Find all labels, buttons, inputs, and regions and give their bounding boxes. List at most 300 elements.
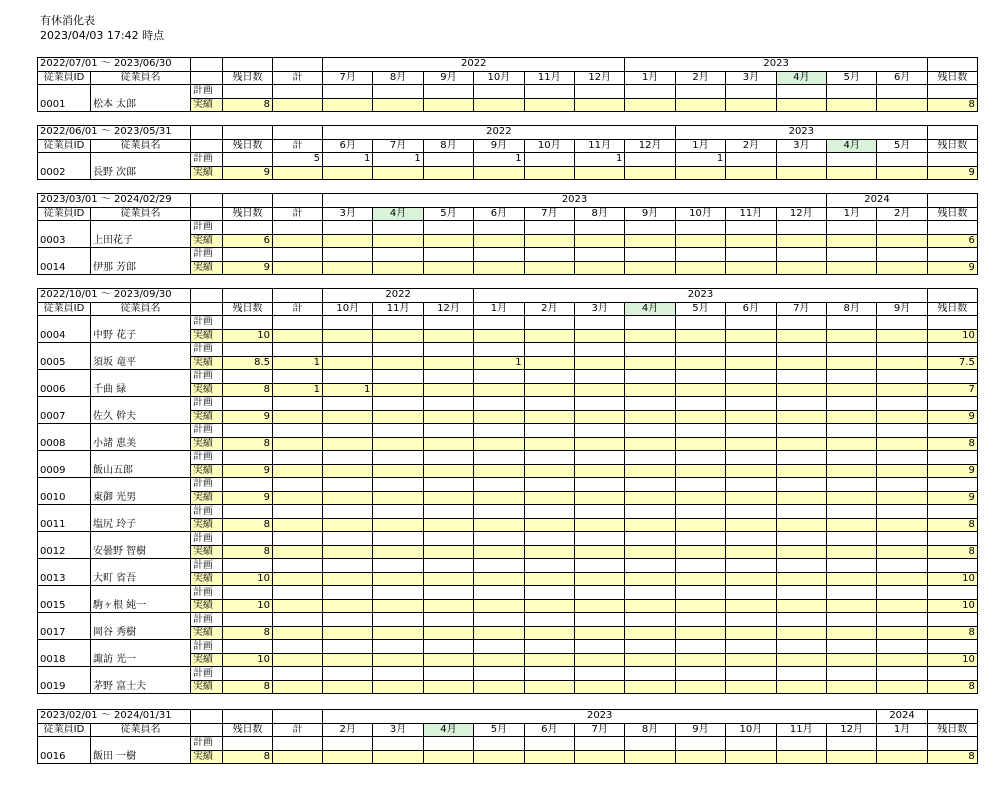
actual-month-value — [524, 518, 574, 532]
plan-month-value — [675, 505, 725, 519]
plan-month-value — [776, 505, 826, 519]
actual-month-value — [574, 750, 624, 764]
actual-month-value — [625, 356, 675, 370]
actual-label: 実績 — [191, 410, 223, 424]
empty-cell — [223, 194, 273, 208]
plan-month-value — [726, 424, 776, 438]
plan-label: 計画 — [191, 613, 223, 627]
empty-cell — [927, 710, 977, 724]
plan-month-value — [575, 316, 625, 330]
actual-month-value — [423, 599, 473, 613]
month-header: 10月 — [323, 302, 373, 316]
leave-table — [37, 57, 978, 112]
actual-month-value — [726, 518, 776, 532]
plan-month-value — [625, 559, 675, 573]
plan-month-value — [675, 424, 725, 438]
actual-month-value — [574, 234, 624, 248]
plan-month-value — [524, 153, 574, 167]
actual-month-value — [323, 626, 373, 640]
plan-month-value — [524, 667, 574, 681]
plan-total — [273, 505, 323, 519]
empty-cell — [191, 71, 223, 85]
plan-month-value — [726, 559, 776, 573]
actual-month-value — [675, 166, 725, 180]
empty-cell — [91, 370, 191, 384]
empty-cell — [91, 397, 191, 411]
plan-month-value — [675, 613, 725, 627]
month-header: 2月 — [524, 302, 574, 316]
plan-month-value — [877, 532, 927, 546]
month-header: 9月 — [675, 723, 725, 737]
actual-month-value — [675, 464, 725, 478]
actual-month-value — [524, 329, 574, 343]
plan-month-value — [726, 737, 776, 751]
year-header: 2024 — [877, 710, 927, 724]
plan-month-value — [373, 505, 423, 519]
plan-month-value — [323, 221, 373, 235]
employee-name: 岡谷 秀樹 — [91, 626, 191, 640]
actual-row — [38, 653, 978, 667]
actual-month-value — [575, 518, 625, 532]
plan-row — [38, 737, 978, 751]
plan-month-value — [625, 343, 675, 357]
header-remaining-end: 残日数 — [927, 207, 977, 221]
actual-label: 実績 — [191, 383, 223, 397]
plan-row — [38, 559, 978, 573]
plan-month-value — [323, 451, 373, 465]
actual-month-value — [524, 234, 574, 248]
month-header: 12月 — [574, 71, 624, 85]
actual-month-value — [575, 626, 625, 640]
plan-month-value — [373, 667, 423, 681]
actual-month-value — [877, 98, 927, 112]
plan-total — [273, 397, 323, 411]
actual-month-value — [675, 437, 725, 451]
plan-month-value — [423, 640, 473, 654]
actual-remaining: 8 — [223, 518, 273, 532]
actual-month-value — [625, 518, 675, 532]
plan-row — [38, 424, 978, 438]
month-header: 5月 — [827, 71, 877, 85]
plan-row — [38, 343, 978, 357]
plan-month-value — [373, 221, 423, 235]
actual-month-value — [373, 437, 423, 451]
leave-table — [37, 709, 978, 764]
leave-table — [37, 193, 978, 275]
actual-month-value — [373, 234, 423, 248]
actual-month-value — [675, 680, 725, 694]
actual-month-value — [524, 653, 574, 667]
plan-month-value — [373, 737, 423, 751]
employee-id: 0003 — [38, 234, 91, 248]
actual-month-value — [625, 599, 675, 613]
actual-month-value — [323, 680, 373, 694]
plan-month-value — [776, 248, 827, 262]
plan-remaining — [223, 613, 273, 627]
plan-month-value — [524, 248, 574, 262]
actual-month-value — [675, 356, 725, 370]
year-header: 2023 — [474, 289, 928, 303]
actual-month-value — [575, 491, 625, 505]
empty-cell — [38, 613, 91, 627]
plan-remaining-end — [927, 505, 977, 519]
actual-month-value — [574, 261, 624, 275]
actual-month-value — [776, 545, 826, 559]
plan-month-value — [826, 559, 876, 573]
actual-month-value — [373, 599, 423, 613]
empty-cell — [38, 85, 91, 99]
actual-month-value — [423, 464, 473, 478]
employee-id: 0004 — [38, 329, 91, 343]
empty-cell — [38, 343, 91, 357]
actual-row — [38, 518, 978, 532]
plan-month-value — [675, 221, 725, 235]
actual-total — [273, 626, 323, 640]
empty-cell — [191, 302, 223, 316]
actual-month-value — [625, 750, 675, 764]
plan-month-value — [423, 424, 473, 438]
plan-row — [38, 640, 978, 654]
plan-month-value — [524, 85, 574, 99]
actual-month-value — [423, 329, 473, 343]
plan-month-value — [827, 221, 877, 235]
employee-id: 0019 — [38, 680, 91, 694]
plan-month-value — [323, 478, 373, 492]
plan-row — [38, 248, 978, 262]
plan-month-value — [575, 451, 625, 465]
actual-row — [38, 234, 978, 248]
actual-month-value — [675, 750, 725, 764]
actual-month-value — [373, 626, 423, 640]
empty-cell — [273, 58, 323, 72]
actual-month-value — [524, 166, 574, 180]
plan-month-value — [625, 451, 675, 465]
month-header: 1月 — [474, 302, 524, 316]
plan-remaining-end — [927, 424, 977, 438]
document-title: 有休消化表 — [40, 14, 95, 27]
plan-month-value — [474, 248, 524, 262]
actual-remaining-end: 8 — [927, 518, 977, 532]
plan-month-value — [575, 478, 625, 492]
plan-total — [273, 737, 323, 751]
empty-cell — [191, 289, 223, 303]
actual-month-value — [675, 329, 725, 343]
plan-month-value — [474, 505, 524, 519]
actual-month-value — [826, 464, 876, 478]
plan-month-value — [675, 737, 725, 751]
actual-month-value — [575, 410, 625, 424]
actual-month-value — [373, 261, 423, 275]
actual-total — [273, 680, 323, 694]
actual-month-value — [726, 261, 776, 275]
plan-month-value — [726, 586, 776, 600]
month-header: 11月 — [524, 71, 574, 85]
plan-month-value — [423, 478, 473, 492]
plan-month-value — [323, 370, 373, 384]
plan-month-value — [877, 221, 927, 235]
month-header: 7月 — [776, 302, 826, 316]
leave-table — [37, 125, 978, 180]
empty-cell — [38, 424, 91, 438]
plan-label: 計画 — [191, 316, 223, 330]
plan-row — [38, 478, 978, 492]
empty-cell — [91, 248, 191, 262]
actual-month-value — [625, 572, 675, 586]
plan-total — [273, 424, 323, 438]
actual-month-value — [776, 572, 826, 586]
plan-remaining — [223, 221, 273, 235]
empty-cell — [91, 505, 191, 519]
actual-label: 実績 — [191, 680, 223, 694]
actual-month-value — [423, 572, 473, 586]
actual-month-value — [726, 491, 776, 505]
header-remaining: 残日数 — [223, 139, 273, 153]
actual-month-value — [575, 464, 625, 478]
employee-id: 0015 — [38, 599, 91, 613]
header-emp-name: 従業員名 — [91, 139, 191, 153]
plan-month-value — [575, 613, 625, 627]
actual-row — [38, 750, 978, 764]
plan-month-value — [373, 640, 423, 654]
plan-month-value — [726, 640, 776, 654]
actual-month-value — [625, 329, 675, 343]
month-header: 10月 — [524, 139, 574, 153]
plan-month-value — [776, 316, 826, 330]
plan-month-value — [625, 370, 675, 384]
actual-month-value — [726, 653, 776, 667]
plan-month-value — [826, 640, 876, 654]
actual-remaining-end: 8 — [927, 626, 977, 640]
plan-month-value — [625, 505, 675, 519]
plan-month-value — [877, 640, 927, 654]
header-emp-id: 従業員ID — [38, 723, 91, 737]
year-header: 2022 — [323, 58, 625, 72]
employee-id: 0002 — [38, 166, 91, 180]
plan-remaining-end — [927, 248, 977, 262]
plan-label: 計画 — [191, 478, 223, 492]
month-header: 6月 — [474, 207, 524, 221]
actual-month-value — [776, 383, 826, 397]
empty-cell — [927, 194, 977, 208]
empty-cell — [38, 586, 91, 600]
actual-month-value — [625, 410, 675, 424]
plan-month-value — [625, 613, 675, 627]
period-range: 2023/02/01 ～ 2024/01/31 — [38, 710, 191, 724]
actual-label: 実績 — [191, 518, 223, 532]
actual-label: 実績 — [191, 572, 223, 586]
actual-month-value — [776, 98, 826, 112]
plan-month-value — [524, 737, 574, 751]
plan-total — [273, 478, 323, 492]
actual-remaining: 8 — [223, 680, 273, 694]
empty-cell — [191, 139, 223, 153]
plan-month-value — [877, 505, 927, 519]
actual-row — [38, 572, 978, 586]
header-remaining: 残日数 — [223, 302, 273, 316]
plan-month-value — [474, 221, 524, 235]
plan-month-value — [625, 640, 675, 654]
year-header: 2023 — [625, 58, 927, 72]
actual-month-value — [423, 166, 473, 180]
actual-month-value — [877, 437, 927, 451]
actual-month-value — [625, 626, 675, 640]
actual-month-value — [625, 234, 675, 248]
actual-month-value — [373, 545, 423, 559]
actual-remaining: 8 — [223, 98, 273, 112]
plan-label: 計画 — [191, 85, 223, 99]
plan-total — [273, 221, 323, 235]
actual-month-value — [423, 545, 473, 559]
month-header: 11月 — [726, 207, 776, 221]
plan-label: 計画 — [191, 451, 223, 465]
plan-month-value — [524, 586, 574, 600]
plan-month-value — [675, 532, 725, 546]
month-header: 12月 — [423, 302, 473, 316]
empty-cell — [91, 559, 191, 573]
plan-remaining — [223, 343, 273, 357]
plan-month-value — [877, 667, 927, 681]
header-emp-id: 従業員ID — [38, 71, 91, 85]
actual-month-value — [423, 750, 473, 764]
plan-month-value — [524, 451, 574, 465]
plan-row — [38, 153, 978, 167]
plan-month-value — [524, 424, 574, 438]
plan-month-value — [675, 559, 725, 573]
month-header: 9月 — [474, 139, 524, 153]
year-header: 2023 — [323, 710, 877, 724]
empty-cell — [38, 737, 91, 751]
actual-month-value — [524, 680, 574, 694]
actual-row — [38, 261, 978, 275]
plan-month-value — [826, 370, 876, 384]
plan-row — [38, 505, 978, 519]
plan-month-value — [524, 613, 574, 627]
actual-month-value — [726, 329, 776, 343]
actual-month-value — [474, 410, 524, 424]
actual-month-value — [373, 491, 423, 505]
plan-total — [273, 316, 323, 330]
actual-remaining-end: 10 — [927, 329, 977, 343]
actual-month-value — [877, 680, 927, 694]
month-header: 11月 — [776, 723, 826, 737]
actual-remaining-end: 9 — [927, 410, 977, 424]
plan-month-value — [675, 640, 725, 654]
month-header: 1月 — [877, 723, 927, 737]
actual-month-value — [575, 599, 625, 613]
actual-month-value — [726, 356, 776, 370]
month-header: 8月 — [423, 139, 473, 153]
plan-month-value — [675, 343, 725, 357]
actual-month-value — [726, 383, 776, 397]
actual-month-value — [575, 356, 625, 370]
actual-remaining-end: 10 — [927, 653, 977, 667]
actual-month-value — [625, 491, 675, 505]
plan-month-value — [323, 532, 373, 546]
actual-month-value — [625, 166, 675, 180]
plan-month-value — [474, 586, 524, 600]
empty-cell — [91, 451, 191, 465]
actual-remaining-end: 8 — [927, 545, 977, 559]
employee-id: 0008 — [38, 437, 91, 451]
plan-month-value — [474, 737, 524, 751]
plan-month-value — [423, 667, 473, 681]
plan-month-value — [675, 397, 725, 411]
actual-row — [38, 680, 978, 694]
month-header: 5月 — [675, 302, 725, 316]
header-remaining-end: 残日数 — [927, 139, 977, 153]
plan-month-value — [625, 85, 675, 99]
actual-month-value — [826, 545, 876, 559]
plan-row — [38, 85, 978, 99]
actual-month-value — [474, 98, 524, 112]
plan-row — [38, 316, 978, 330]
plan-month-value — [826, 153, 876, 167]
empty-cell — [38, 478, 91, 492]
plan-month-value — [726, 505, 776, 519]
actual-month-value: 1 — [474, 356, 524, 370]
plan-remaining — [223, 667, 273, 681]
employee-name: 千曲 緑 — [91, 383, 191, 397]
plan-month-value — [776, 370, 826, 384]
plan-month-value — [373, 316, 423, 330]
header-total: 計 — [273, 302, 323, 316]
actual-month-value — [524, 626, 574, 640]
actual-remaining: 9 — [223, 166, 273, 180]
plan-month-value: 1 — [675, 153, 725, 167]
plan-month-value — [474, 451, 524, 465]
plan-total — [273, 667, 323, 681]
actual-total — [273, 410, 323, 424]
month-header: 7月 — [524, 207, 574, 221]
actual-month-value — [776, 356, 826, 370]
plan-label: 計画 — [191, 667, 223, 681]
plan-month-value — [423, 316, 473, 330]
empty-cell — [191, 710, 223, 724]
actual-month-value — [323, 491, 373, 505]
actual-total — [273, 653, 323, 667]
employee-id: 0007 — [38, 410, 91, 424]
plan-month-value — [323, 424, 373, 438]
plan-total: 5 — [273, 153, 323, 167]
actual-month-value — [625, 261, 675, 275]
actual-month-value — [373, 518, 423, 532]
actual-month-value — [826, 599, 876, 613]
actual-remaining-end: 7.5 — [927, 356, 977, 370]
employee-name: 長野 次郎 — [91, 166, 191, 180]
plan-month-value — [675, 451, 725, 465]
empty-cell — [38, 397, 91, 411]
plan-month-value — [826, 424, 876, 438]
actual-month-value — [373, 653, 423, 667]
plan-month-value — [625, 478, 675, 492]
plan-month-value — [524, 559, 574, 573]
empty-cell — [191, 723, 223, 737]
plan-month-value — [423, 559, 473, 573]
empty-cell — [223, 126, 273, 140]
actual-month-value — [726, 234, 776, 248]
plan-month-value — [575, 397, 625, 411]
month-header: 9月 — [423, 71, 473, 85]
actual-remaining-end: 9 — [927, 464, 977, 478]
plan-label: 計画 — [191, 424, 223, 438]
month-header: 4月 — [826, 139, 876, 153]
actual-month-value — [323, 410, 373, 424]
actual-label: 実績 — [191, 261, 223, 275]
actual-total — [273, 572, 323, 586]
plan-month-value — [373, 613, 423, 627]
header-remaining: 残日数 — [223, 207, 273, 221]
actual-label: 実績 — [191, 750, 223, 764]
